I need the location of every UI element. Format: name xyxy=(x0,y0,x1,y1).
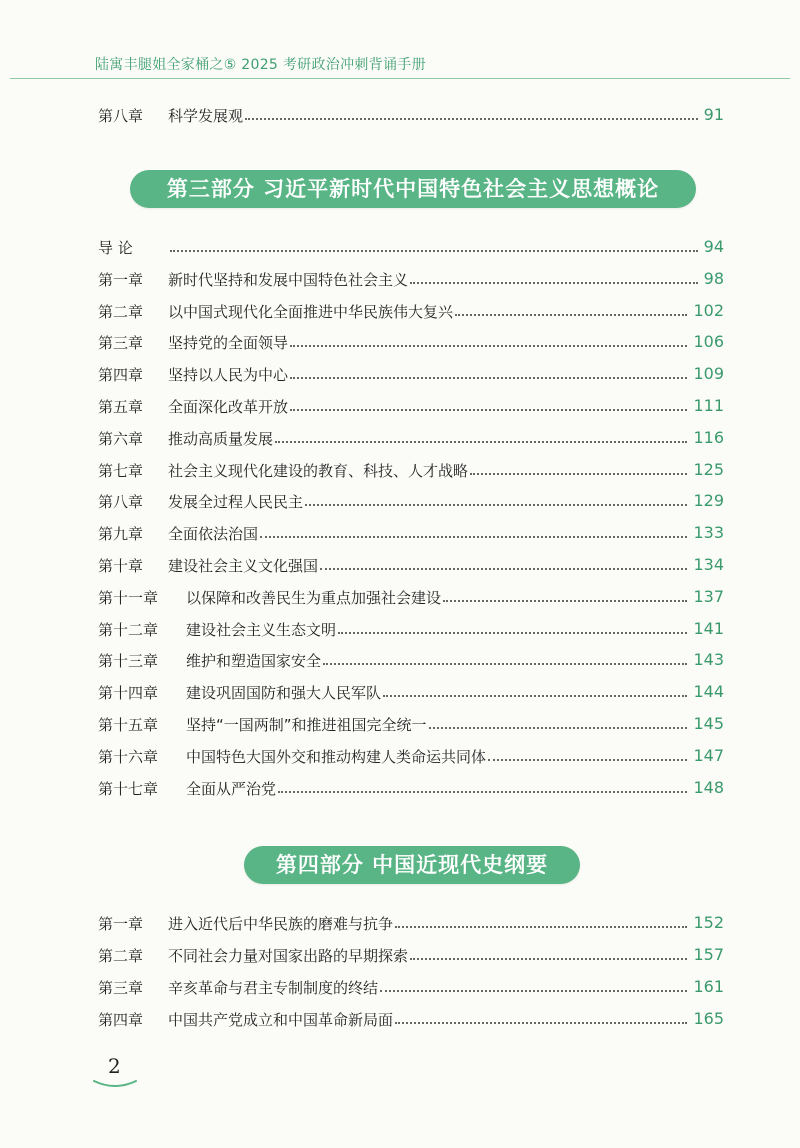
toc-leader-dots xyxy=(323,662,687,665)
toc-chapter-label: 第十五章 xyxy=(98,716,159,734)
toc-entry[interactable] xyxy=(98,739,724,767)
section-banner-part4: 第四部分 中国近现代史纲要 xyxy=(244,846,580,884)
toc-entry[interactable] xyxy=(98,771,724,799)
toc-page-number: 111 xyxy=(693,396,724,415)
toc-leader-dots xyxy=(395,1021,687,1024)
toc-leader-dots xyxy=(245,117,698,120)
toc-page-number: 129 xyxy=(693,491,724,511)
toc-chapter-label: 第四章 xyxy=(98,1011,144,1029)
toc-chapter-title: 坚持以人民为中心 xyxy=(168,366,289,385)
toc-leader-dots xyxy=(320,567,687,570)
toc-chapter-title: 中国共产党成立和中国革命新局面 xyxy=(168,1011,394,1029)
toc-chapter-label: 第二章 xyxy=(98,302,144,321)
toc-chapter-title: 维护和塑造国家安全 xyxy=(186,652,322,671)
toc-page-number: 143 xyxy=(693,650,724,670)
toc-page-number: 134 xyxy=(693,555,724,574)
toc-chapter-label: 第五章 xyxy=(98,398,144,416)
toc-entry[interactable] xyxy=(98,970,724,998)
toc-entry[interactable] xyxy=(98,421,724,449)
toc-page-number: 102 xyxy=(693,300,724,320)
toc-page-number: 147 xyxy=(693,745,724,765)
toc-entry[interactable] xyxy=(98,453,724,481)
toc-page-number: 144 xyxy=(693,682,724,702)
toc-leader-dots xyxy=(275,440,687,443)
toc-entry[interactable] xyxy=(98,98,724,126)
toc-page-number: 91 xyxy=(703,105,724,124)
toc-chapter-label: 第十一章 xyxy=(98,588,159,607)
toc-leader-dots xyxy=(455,313,687,316)
toc-entry[interactable] xyxy=(98,484,724,512)
toc-chapter-title: 不同社会力量对国家出路的早期探索 xyxy=(168,947,409,965)
toc-leader-dots xyxy=(305,503,687,506)
toc-page-number: 157 xyxy=(693,945,724,964)
toc-page-number: 137 xyxy=(693,586,724,606)
toc-entry[interactable] xyxy=(98,612,724,640)
toc-entry[interactable] xyxy=(98,1002,724,1030)
toc-chapter-label: 第十四章 xyxy=(98,684,159,703)
toc-entry[interactable] xyxy=(98,389,724,417)
toc-leader-dots xyxy=(410,957,687,960)
toc-chapter-title: 科学发展观 xyxy=(168,107,244,125)
toc-chapter-title: 以保障和改善民生为重点加强社会建设 xyxy=(186,588,442,607)
toc-chapter-label: 第十六章 xyxy=(98,747,159,766)
toc-page-number: 106 xyxy=(693,332,724,352)
toc-leader-dots xyxy=(488,758,687,761)
toc-page-number: 98 xyxy=(703,268,724,288)
toc-chapter-label: 第四章 xyxy=(98,366,144,385)
toc-entry[interactable] xyxy=(98,230,724,258)
toc-page-number: 161 xyxy=(693,977,724,996)
toc-page-number: 125 xyxy=(693,459,724,479)
toc-leader-dots xyxy=(338,631,687,634)
section-banner-part3: 第三部分 习近平新时代中国特色社会主义思想概论 xyxy=(130,170,696,208)
toc-chapter-label: 第十二章 xyxy=(98,620,159,639)
toc-page-number: 141 xyxy=(693,618,724,638)
toc-chapter-title: 辛亥革命与君主专制制度的终结 xyxy=(168,979,379,997)
toc-page-number: 145 xyxy=(693,714,724,733)
toc-entry[interactable] xyxy=(98,294,724,322)
page-swoosh-decoration xyxy=(92,1078,138,1090)
toc-entry[interactable] xyxy=(98,938,724,966)
toc-chapter-title: 建设巩固国防和强大人民军队 xyxy=(186,684,382,703)
toc-entry[interactable] xyxy=(98,325,724,353)
toc-chapter-label: 第二章 xyxy=(98,947,144,965)
toc-leader-dots xyxy=(290,376,687,379)
toc-chapter-title: 社会主义现代化建设的教育、科技、人才战略 xyxy=(168,461,469,480)
toc-chapter-title: 推动高质量发展 xyxy=(168,429,274,448)
toc-leader-dots xyxy=(260,535,687,538)
toc-leader-dots xyxy=(278,790,687,793)
toc-page-number: 116 xyxy=(693,427,724,447)
toc-entry[interactable] xyxy=(98,516,724,544)
toc-chapter-label: 第七章 xyxy=(98,461,144,480)
toc-chapter-title: 以中国式现代化全面推进中华民族伟大复兴 xyxy=(168,302,454,321)
toc-entry[interactable] xyxy=(98,675,724,703)
toc-chapter-label: 第九章 xyxy=(98,525,144,544)
toc-chapter-title: 全面从严治党 xyxy=(186,779,277,798)
toc-chapter-label: 第十章 xyxy=(98,557,144,575)
toc-page-number: 133 xyxy=(693,523,724,543)
toc-chapter-label: 导 论 xyxy=(98,239,133,257)
toc-leader-dots xyxy=(429,726,688,729)
toc-chapter-label: 第十七章 xyxy=(98,779,159,798)
toc-leader-dots xyxy=(383,694,687,697)
toc-entry[interactable] xyxy=(98,357,724,385)
toc-page-number: 109 xyxy=(693,364,724,384)
toc-chapter-label: 第一章 xyxy=(98,915,144,933)
toc-chapter-label: 第三章 xyxy=(98,979,144,997)
toc-leader-dots xyxy=(443,599,687,602)
toc-chapter-label: 第十三章 xyxy=(98,652,159,671)
toc-page-number: 152 xyxy=(693,913,724,932)
toc-leader-dots xyxy=(170,249,698,252)
toc-page-number: 165 xyxy=(693,1009,724,1028)
toc-entry[interactable] xyxy=(98,262,724,290)
toc-leader-dots xyxy=(410,281,698,284)
toc-chapter-label: 第八章 xyxy=(98,107,144,125)
toc-entry[interactable] xyxy=(98,643,724,671)
toc-chapter-label: 第八章 xyxy=(98,493,144,512)
toc-entry[interactable] xyxy=(98,580,724,608)
toc-leader-dots xyxy=(290,344,687,347)
toc-chapter-title: 全面深化改革开放 xyxy=(168,398,289,416)
toc-chapter-title: 中国特色大国外交和推动构建人类命运共同体 xyxy=(186,747,487,766)
toc-leader-dots xyxy=(290,408,687,411)
toc-chapter-title: 坚持党的全面领导 xyxy=(168,334,289,353)
toc-chapter-label: 第三章 xyxy=(98,334,144,353)
toc-chapter-title: 发展全过程人民民主 xyxy=(168,493,304,512)
toc-chapter-title: 建设社会主义生态文明 xyxy=(186,620,337,639)
toc-page-number: 148 xyxy=(693,777,724,797)
toc-entry[interactable] xyxy=(98,707,724,735)
toc-chapter-title: 全面依法治国 xyxy=(168,525,259,544)
toc-leader-dots xyxy=(380,989,687,992)
page-number: 2 xyxy=(108,1054,121,1078)
toc-chapter-title: 进入近代后中华民族的磨难与抗争 xyxy=(168,915,394,933)
toc-entry[interactable] xyxy=(98,548,724,576)
toc-chapter-label: 第一章 xyxy=(98,270,144,289)
toc-entry[interactable] xyxy=(98,906,724,934)
book-title: 陆寓丰腿姐全家桶之⑤ 2025 考研政治冲刺背诵手册 xyxy=(95,57,426,73)
toc-chapter-title: 新时代坚持和发展中国特色社会主义 xyxy=(168,270,409,289)
toc-leader-dots xyxy=(395,925,687,928)
toc-chapter-label: 第六章 xyxy=(98,429,144,448)
toc-chapter-title: 坚持“一国两制”和推进祖国完全统一 xyxy=(186,716,427,734)
toc-leader-dots xyxy=(470,472,687,475)
toc-page-number: 94 xyxy=(703,237,724,256)
running-header xyxy=(10,54,790,79)
toc-chapter-title: 建设社会主义文化强国 xyxy=(168,557,319,575)
